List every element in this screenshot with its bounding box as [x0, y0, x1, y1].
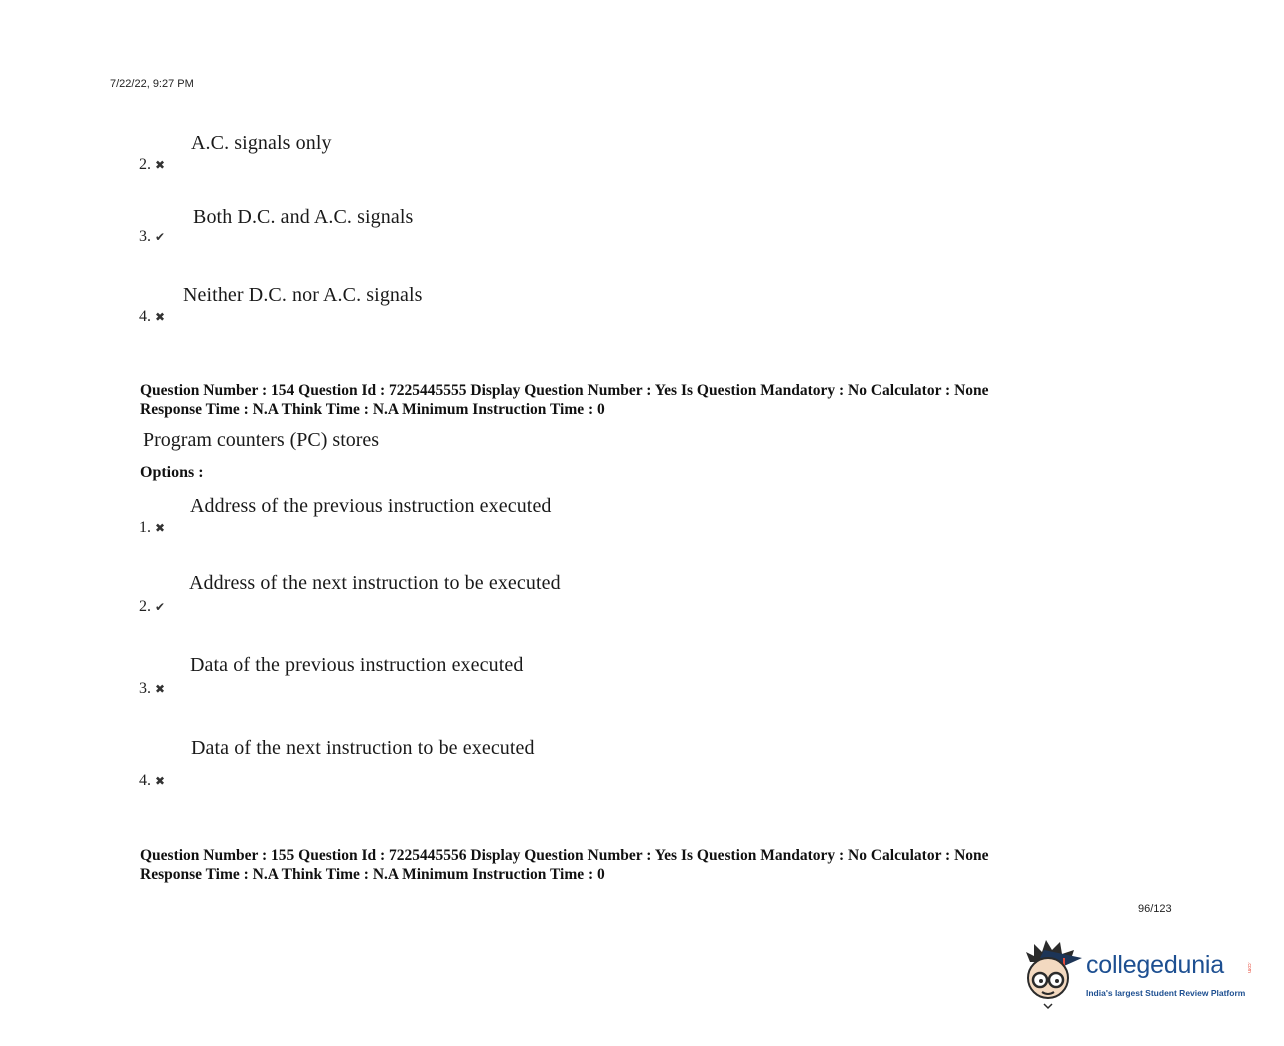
cross-icon: ✖ [155, 521, 166, 535]
option-number [139, 156, 165, 174]
option-number [139, 598, 165, 616]
option-number-label: 3. [139, 228, 151, 245]
print-timestamp: 7/22/22, 9:27 PM [110, 78, 194, 90]
cross-icon: ✖ [155, 310, 166, 324]
option-number-label: 2. [139, 156, 151, 173]
option-number-label: 4. [139, 772, 151, 789]
page-indicator: 96/123 [1138, 903, 1172, 915]
option-number-label: 4. [139, 308, 151, 325]
option-text: Data of the next instruction to be executed [191, 737, 535, 759]
option-number-label: 1. [139, 519, 151, 536]
collegedunia-logo [1020, 938, 1260, 1010]
question-meta-line1: Question Number : 155 Question Id : 7225445556 Display Question Number : Yes Is Question Mandatory : No Calculator : None [140, 847, 989, 864]
option-number [139, 772, 165, 790]
cross-icon: ✖ [155, 682, 166, 696]
logo-wordmark: collegedunia [1086, 951, 1224, 979]
cross-icon: ✖ [155, 774, 166, 788]
option-text: A.C. signals only [191, 132, 332, 154]
question-meta-line2: Response Time : N.A Think Time : N.A Minimum Instruction Time : 0 [140, 866, 605, 883]
option-text: Both D.C. and A.C. signals [193, 206, 414, 228]
question-text: Program counters (PC) stores [143, 429, 380, 451]
options-label: Options : [140, 464, 204, 481]
option-text: Address of the previous instruction executed [190, 495, 552, 517]
option-number [139, 680, 165, 698]
check-icon: ✔ [155, 600, 166, 614]
question-meta-line1: Question Number : 154 Question Id : 7225445555 Display Question Number : Yes Is Question Mandatory : No Calculator : None [140, 382, 989, 399]
option-number [139, 519, 165, 537]
option-text: Address of the next instruction to be executed [189, 572, 561, 594]
cross-icon: ✖ [155, 158, 166, 172]
option-number-label: 2. [139, 598, 151, 615]
logo-tagline: India's largest Student Review Platform [1086, 988, 1246, 998]
question-meta-line2: Response Time : N.A Think Time : N.A Minimum Instruction Time : 0 [140, 401, 605, 418]
check-icon: ✔ [155, 230, 166, 244]
option-text: Data of the previous instruction executed [190, 654, 524, 676]
mascot-icon [1020, 938, 1084, 1010]
option-number [139, 308, 165, 326]
logo-com: .com [1246, 962, 1252, 973]
option-number-label: 3. [139, 680, 151, 697]
option-number [139, 228, 165, 246]
option-text: Neither D.C. nor A.C. signals [183, 284, 423, 306]
